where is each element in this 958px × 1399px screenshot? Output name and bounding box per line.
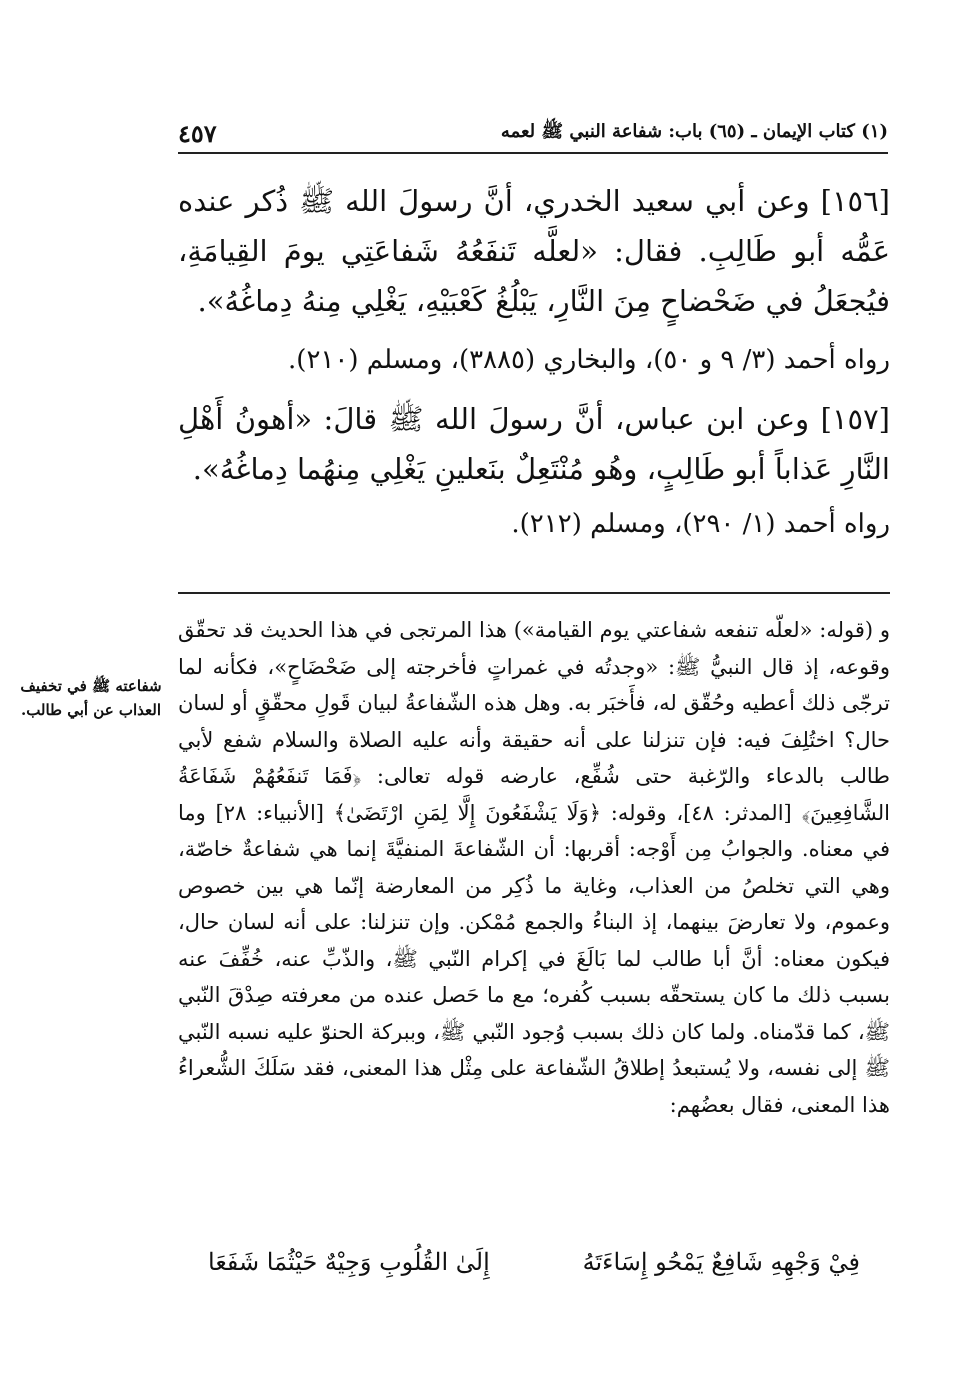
hadith-number: [١٥٧] <box>820 402 890 436</box>
commentary-text: و (قوله: «لعلّه تنفعه شفاعتي يوم القيامة») هذا المرتجى في هذا الحديث قد تحقّق وقوعه، إذ قال النبيُّ ﷺ: «وجدتُه في غمراتٍ فأخرجته إلى ضَحْضَاحٍ»، فكأنه لما ترجّى ذلك أعطيه وحُقّق له، فأَخبَر به. وهل هذه الشّفاعةُ لبيان قَولِ محقّقٍ أو لسان حال؟ اختُلِفَ فيه: فإن تنزلنا على أنه حقيقة وأنه عليه الصلاة والسلام شفع لأبي طالب بالدعاء والرّغبة حتى شُفِّع، عارضه قوله تعالى: ﴿فَمَا تَنفَعُهُمْ شَفَاعَةُ الشَّافِعِينَ﴾ [المدثر: ٤٨]، وقوله: ﴿وَلَا يَشْفَعُونَ إِلَّا لِمَنِ ارْتَضَىٰ﴾ [الأنبياء: ٢٨] وما في معناه. والجوابُ مِن أَوْجه: أقربها: أن الشّفاعةَ المنفيَّةَ إنما هي شفاعةٌ خاصّة، وهي التي تخلصُ من العذاب، وغاية ما ذُكِر من المعارضة إنّما هي بين خصوص وعموم، ولا تعارضَ بينهما، إذ البناءُ والجمع مُمْكن. وإن تنزلنا: على أنه لسان حال، فيكون معناه: أنَّ أبا طالب لما بَالَغَ في إكرام النّبي ﷺ، والذّبِّ عنه، خُفِّفَ عنه بسبب ذلك ما كان يستحقّه بسبب كُفره؛ مع ما حَصل عنده من معرفته صِدْقَ النّبي ﷺ، كما قدّمناه. ولما كان ذلك بسبب وُجود النّبي ﷺ، وببركة الحنوّ عليه نسبه النّبي ﷺ إلى نفسه، ولا يُستبعدُ إطلاقُ الشّفاعة على مِثْل هذا المعنى، فقد سَلَكَ الشُّعراءُ هذا المعنى، فقال بعضُهم: <box>178 618 890 1117</box>
hadith-text <box>178 394 890 494</box>
footnote-separator <box>178 592 890 594</box>
verse-first-hemistich: فِيْ وَجْهِهِ شَافِعٌ يَمْحُو إِسَاءَتَهُ <box>582 1248 860 1276</box>
margin-note: شفاعته ﷺ في تخفيف العذاب عن أبي طالب. <box>20 677 162 719</box>
hadith-157 <box>178 394 890 494</box>
hadith-takhrij: رواه أحمد (٣/ ٩ و ٥٠)، والبخاري (٣٨٨٥)، ومسلم (٢١٠). <box>288 345 890 375</box>
running-header <box>178 112 888 154</box>
verse-second-hemistich: إِلَىٰ القُلُوبِ وَجِيْهٌ حَيْثُمَا شَفَعَا <box>208 1248 490 1276</box>
hadith-body: وعن أبي سعيد الخدري، أنَّ رسولَ الله ﷺ ذُكر عنده عَمُّه أبو طَالِبِ. فقال: «لعلَّه تَنفَعُهُ شَفاعَتِي يومَ القِيامَةِ، فيُجعَلُ في ضَحْضاحٍ مِنَ النَّارِ، يَبْلُغُ كَعْبَيْهِ، يَغْلِي مِنهُ دِماغُهُ». <box>178 184 890 318</box>
poetry-verse <box>178 1242 890 1282</box>
hadith-takhrij: رواه أحمد (١/ ٢٩٠)، ومسلم (٢١٢). <box>511 509 890 539</box>
running-title: (١) كتاب الإيمان ـ (٦٥) باب: شفاعة النبي ﷺ لعمه <box>500 121 888 142</box>
page-number: ٤٥٧ <box>178 119 217 148</box>
hadith-text <box>178 176 890 326</box>
hadith-number: [١٥٦] <box>820 184 890 218</box>
hadith-156 <box>178 176 890 326</box>
hadith-body: وعن ابن عباس، أنَّ رسولَ الله ﷺ قالَ: «أهونُ أَهْلِ النَّارِ عَذاباً أبو طَالِبٍ، وهُو مُنْتَعِلٌ بنَعلينِ يَغْلِي مِنهُما دِماغُهُ». <box>178 402 890 486</box>
